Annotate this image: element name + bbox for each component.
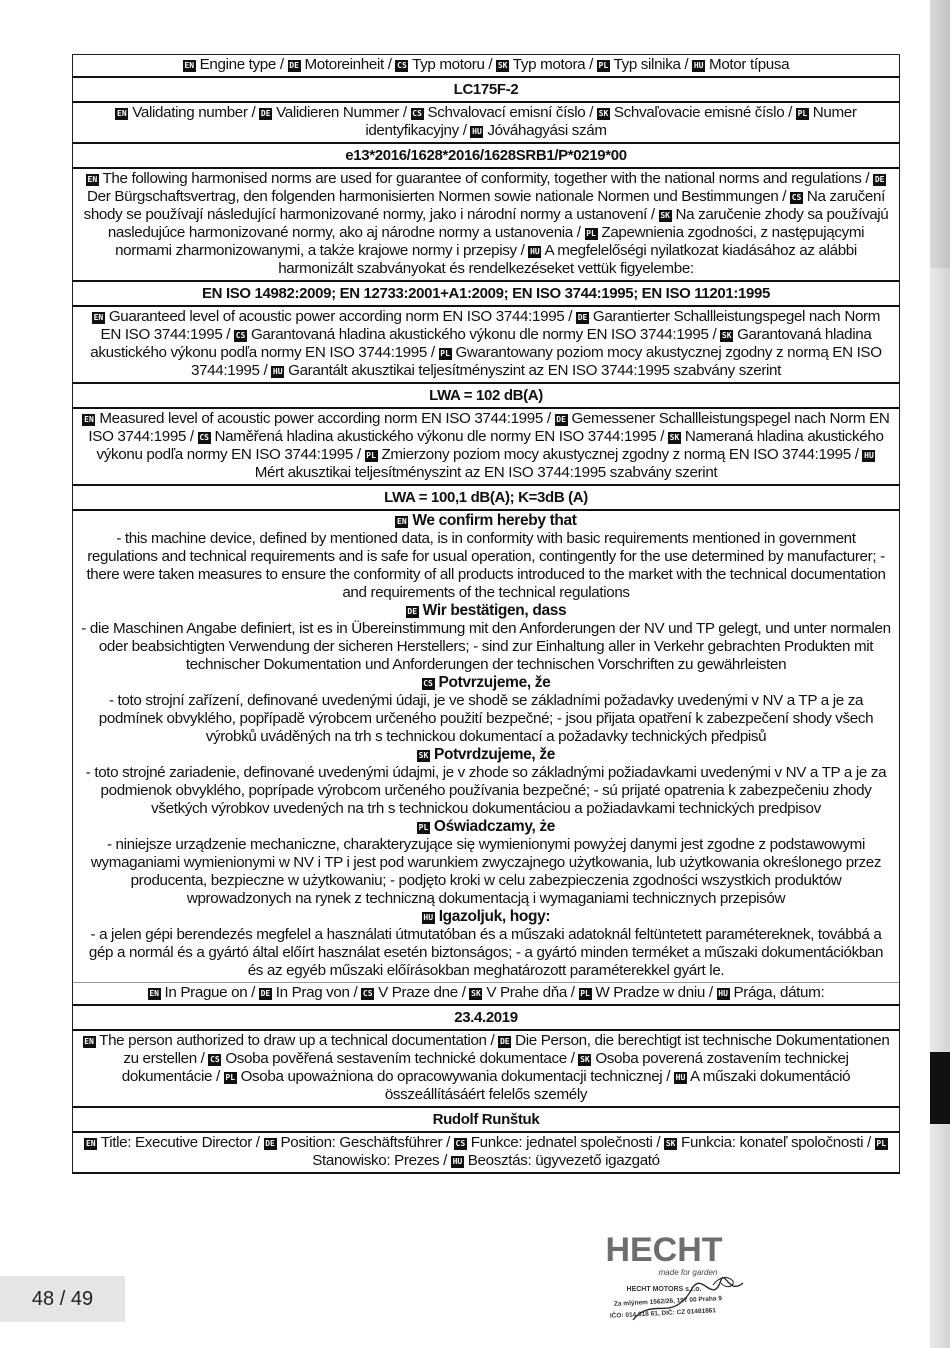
confirm-cs-text: - toto strojní zařízení, definované uvedenými údaji, je ve shodě se základními požadavky uvedenými v NV a TP a je za podmínek obvyklého, popřípadě výrobcem určeného použití bezpečné; - jsou přijata opatření k zabezpečení shody všech výrobků uváděných na trh s technickou dokumentací a požadavky technických předpisů <box>98 692 874 745</box>
stamp-ids: IČO: 014 818 61, DIČ: CZ 01481861 <box>609 1307 717 1320</box>
flag-pl-icon: PL <box>598 61 609 70</box>
flag-de-icon: DE <box>265 1139 275 1148</box>
flag-cs-icon: CS <box>199 433 209 442</box>
flag-en-icon: EN <box>85 1139 96 1148</box>
edge-tab-light <box>930 0 950 268</box>
flag-cs-icon: CS <box>235 331 246 340</box>
flag-sk-icon: SK <box>471 989 481 998</box>
flag-en-icon: EN <box>149 989 159 998</box>
flag-sk-icon: SK <box>418 751 429 760</box>
flag-hu-icon: HU <box>718 989 728 998</box>
validating-number-label-row: EN Validating number / DE Validieren Nummer / CS Schvalovací emisní číslo / SK Schvaľovacie emisné číslo / PL Numer identyfikacyjny / HU Jóváhagyási szám <box>73 102 900 143</box>
confirm-en-heading: EN We confirm hereby that <box>397 512 577 529</box>
flag-hu-icon: HU <box>423 913 434 922</box>
flag-hu-icon: HU <box>472 127 482 136</box>
flag-sk-icon: SK <box>580 1055 590 1064</box>
flag-cs-icon: CS <box>362 989 373 998</box>
flag-en-icon: EN <box>117 109 127 118</box>
flag-hu-icon: HU <box>693 61 704 70</box>
page-number: 48 / 49 <box>0 1276 125 1322</box>
guaranteed-level-label-row: EN Guaranteed level of acoustic power according norm EN ISO 3744:1995 / DE Garantierter Schallleistungspegel nach Norm EN ISO 3744:1995 / CS Garantovaná hladina akustického výkonu dle normy EN ISO 3744:1995 / SK Garantovaná hladina akustického výkonu podľa normy EN ISO 3744:1995 / PL Gwarantowany poziom mocy akustycznej zgodny z normą EN ISO 3744:1995 / HU Garantált akusztikai teljesítményszint az EN ISO 3744:1995 szabvány szerint <box>73 306 900 383</box>
company-stamp-signature <box>563 1225 765 1337</box>
flag-cs-icon: CS <box>412 109 422 118</box>
flag-pl-icon: PL <box>580 989 590 998</box>
authorized-person-label-row: EN The person authorized to draw up a technical documentation / DE Die Person, die berechtigt ist technische Dokumentationen zu erstellen / CS Osoba pověřená sestavením technické dokumentace / SK Osoba poverená zostavením technickej dokumentácie / PL Osoba upoważniona do opracowywania dokumentacji technicznej / HU A műszaki dokumentáció összeállításáért felelős személy <box>73 1030 900 1107</box>
flag-en-icon: EN <box>397 517 407 526</box>
confirm-pl-text: - niniejsze urządzenie mechaniczne, charakteryzujące się wymienionymi powyżej danymi jest zgodne z podstawowymi wymaganiami wymienionymi w NV i TP i jest pod warunkiem zwyczajnego użytkowania, lub użytkowania określonego przez producenta, bezpieczne w użytkowaniu; - podjęto kroki w celu zabezpieczenia zgodności wszystkich produktów wprowadzonych na rynek z techniczną dokumentacją i wymaganiami technicznych przepisów <box>90 836 882 907</box>
flag-sk-icon: SK <box>598 109 609 118</box>
confirm-sk-text: - toto strojné zariadenie, definované uvedenými údajmi, je v zhode so základnými požiadavkami uvedenými v NV a TP a je za podmienok obvyklého, poprípade výrobcom určeného používania bezpečné; - sú prijaté opatrenia k zabezpečeniu zhody všetkých výrobkov uvedených na trh s technickou dokumentáciou a požiadavkami technických predpisov <box>85 764 887 817</box>
confirm-de-heading: DE Wir bestätigen, dass <box>407 602 567 619</box>
confirm-cs-heading: CS Potvrzujeme, že <box>423 674 551 691</box>
confirm-de-text: - die Maschinen Angabe definiert, ist es in Übereinstimmung mit den Anforderungen der NV und TP gelegt, und unter normalen oder beabsichtigten Verwendung der sicheren Herstellers; - sind zur Einhaltung aller in Verkehr gebrachten Produkten mit technischer Dokumentation und Anforderungen der technischen Vorschriften zu gewährleisten <box>81 620 891 673</box>
stamp-company: HECHT MOTORS s.r.o. <box>626 1286 702 1293</box>
measured-level-label-row: EN Measured level of acoustic power according norm EN ISO 3744:1995 / DE Gemessener Schallleistungspegel nach Norm EN ISO 3744:1995 / CS Naměřená hladina akustického výkonu dle normy EN ISO 3744:1995 / SK Nameraná hladina akustického výkonu podľa normy EN ISO 3744:1995 / PL Zmierzony poziom mocy akustycznej zgodny z normą EN ISO 3744:1995 / HU Mért akusztikai teljesítményszint az EN ISO 3744:1995 szabvány szerint <box>73 408 900 485</box>
confirm-hu-heading: HU Igazoljuk, hogy: <box>423 908 551 925</box>
edge-tab-dark <box>930 1052 950 1124</box>
flag-cs-icon: CS <box>397 61 407 70</box>
stamp-address: Za mlýnem 1562/26, 197 00 Praha 9 <box>613 1295 723 1308</box>
flag-en-icon: EN <box>84 1037 94 1046</box>
flag-en-icon: EN <box>93 313 104 322</box>
confirm-pl-heading: PL Oświadczamy, że <box>418 818 556 835</box>
engine-type-value: LC175F-2 <box>73 77 900 102</box>
flag-en-icon: EN <box>184 61 195 70</box>
flag-hu-icon: HU <box>452 1157 463 1166</box>
flag-de-icon: DE <box>874 175 885 184</box>
flag-de-icon: DE <box>407 607 418 616</box>
harmonised-norms-label-row: EN The following harmonised norms are used for guarantee of conformity, together with the national norms and regulations / DE Der Bürgschaftsvertrag, den folgenden harmonisierten Normen sowie nationale Normen und Bestimmungen / CS Na zaručení shody se používají následující harmonizované normy, jako i národní normy a ustanovení / SK Na zaručenie zhody sa používajú nasledujúce harmonizované normy, ako aj národne normy a ustanovenia / PL Zapewnienia zgodności, z następującymi normami zharmonizowanymi, a także krajowe normy i przepisy / HU A megfelelőségi nyilatkozat kiadásához az alábbi harmonizált szabványokat és rendelkezéseket vettük figyelembe: <box>73 168 900 281</box>
flag-hu-icon: HU <box>675 1073 686 1082</box>
flag-en-icon: EN <box>87 175 98 184</box>
confirm-en-text: - this machine device, defined by mentioned data, is in conformity with basic requirements mentioned in government regulations and technical requirements and is safe for usual operation, contingently for the use determined by manufacturer; - there were taken measures to ensure the conformity of all products introduced to the market with the technical documentation and requirements of the technical regulations <box>86 530 886 601</box>
flag-cs-icon: CS <box>210 1055 220 1064</box>
measured-level-value: LWA = 100,1 dB(A); K=3dB (A) <box>73 485 900 510</box>
flag-de-icon: DE <box>556 415 566 424</box>
confirmation-section <box>73 510 900 983</box>
flag-hu-icon: HU <box>864 451 874 460</box>
flag-en-icon: EN <box>84 415 94 424</box>
flag-cs-icon: CS <box>423 679 433 688</box>
flag-pl-icon: PL <box>876 1139 887 1148</box>
date-value: 23.4.2019 <box>73 1005 900 1030</box>
authorized-person-name: Rudolf Runštuk <box>73 1107 900 1132</box>
flag-pl-icon: PL <box>797 109 808 118</box>
confirm-sk-heading: SK Potvrdzujeme, že <box>418 746 555 763</box>
flag-pl-icon: PL <box>418 823 429 832</box>
harmonised-norms-value: EN ISO 14982:2009; EN 12733:2001+A1:2009; EN ISO 3744:1995; EN ISO 11201:1995 <box>73 281 900 306</box>
flag-hu-icon: HU <box>272 367 283 376</box>
position-title-row: EN Title: Executive Director / DE Position: Geschäftsführer / CS Funkce: jednatel společnosti / SK Funkcia: konateľ spoločnosti / PL Stanowisko: Prezes / HU Beosztás: ügyvezető igazgató <box>73 1132 900 1173</box>
flag-cs-icon: CS <box>791 193 802 202</box>
flag-de-icon: DE <box>260 989 271 998</box>
declaration-table <box>72 54 900 1174</box>
flag-pl-icon: PL <box>586 229 596 238</box>
flag-sk-icon: SK <box>669 433 680 442</box>
flag-sk-icon: SK <box>721 331 732 340</box>
flag-hu-icon: HU <box>530 247 540 256</box>
flag-sk-icon: SK <box>497 61 508 70</box>
stamp-tagline: made for garden <box>658 1268 718 1277</box>
guaranteed-level-value: LWA = 102 dB(A) <box>73 383 900 408</box>
confirm-hu-text: - a jelen gépi berendezés megfelel a használati útmutatóban és a műszaki adatoknál feltüntetett paramétereknek, továbbá a gép a normál és a gyártó által előírt használat esetén biztonságos; - a gyártó minden terméket a műszaki dokumentációkban és az egyéb műszaki előírásokban meghatározott paraméterekkel gyárt le. <box>88 926 884 979</box>
flag-cs-icon: CS <box>455 1139 466 1148</box>
flag-de-icon: DE <box>499 1037 510 1046</box>
stamp-brand-logo: HECHT <box>605 1231 723 1269</box>
place-date-label-row: EN In Prague on / DE In Prag von / CS V Praze dne / SK V Prahe dňa / PL W Pradze w dniu / HU Prága, dátum: <box>73 983 900 1006</box>
flag-de-icon: DE <box>289 61 299 70</box>
flag-sk-icon: SK <box>665 1139 676 1148</box>
page-edge-strip <box>930 0 950 1348</box>
flag-de-icon: DE <box>260 109 271 118</box>
flag-pl-icon: PL <box>225 1073 236 1082</box>
flag-sk-icon: SK <box>660 211 670 220</box>
flag-pl-icon: PL <box>366 451 376 460</box>
engine-type-label-row: EN Engine type / DE Motoreinheit / CS Typ motoru / SK Typ motora / PL Typ silnika / HU Motor típusa <box>73 55 900 78</box>
flag-pl-icon: PL <box>440 349 450 358</box>
validating-number-value: e13*2016/1628*2016/1628SRB1/P*0219*00 <box>73 143 900 168</box>
signature-loop <box>713 1278 733 1287</box>
flag-de-icon: DE <box>577 313 588 322</box>
